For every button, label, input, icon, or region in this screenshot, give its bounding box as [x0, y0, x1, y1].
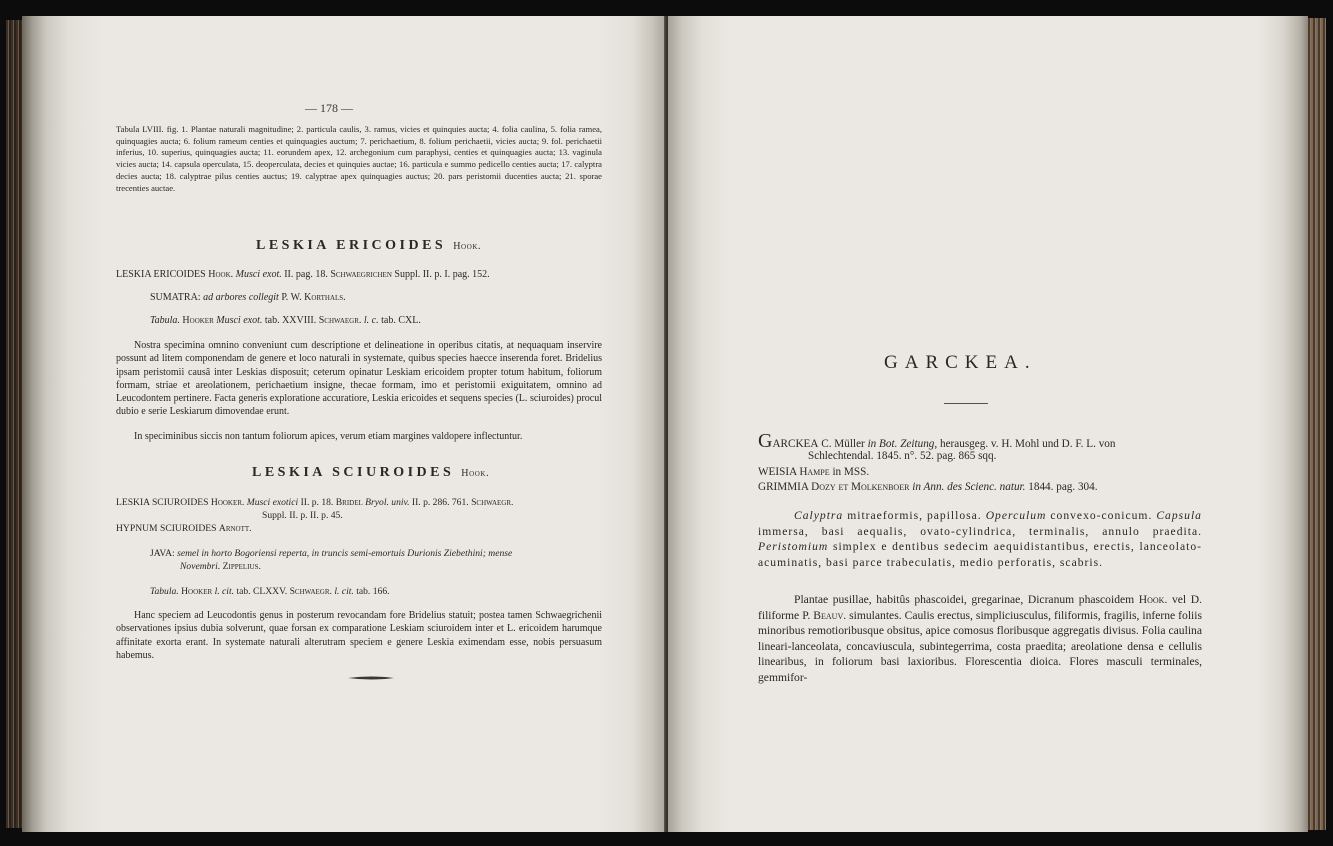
right-page — [668, 16, 1308, 832]
tabula-line: Tabula. Hooker l. cit. tab. CLXXV. Schwaegr. l. cit. tab. 166. — [150, 586, 390, 597]
synonym-line: Schlechtendal. 1845. n°. 52. pag. 865 sqq. — [808, 450, 997, 462]
page-title: GARCKEA. — [884, 352, 1037, 373]
paragraph: Nostra specimina omnino conveniunt cum descriptione et delineatione in operibus citatis, at nequaquam inservire possunt ad litem componendam de genere et loco naturali in systemate, quibus species haecce inserenda foret. Bridelius ipsam peristomii causâ inter Leskias disposuit; ceterum opinatur Leskiam ericoidem propter totum habitum, foliorum formam, striae et areolationem, perichaetium insigne, thecae formam, imo et peristomii exiguitatem, omnino ad Leucodontem pertinere. Facta generis exploratione accuratiore, Leskia ericoides et sequens species (L. sciuroides) procul dubio e serie Leskiarum dimovendae erunt. — [116, 340, 602, 418]
section-heading-leskia-sciuroides: LESKIA SCIUROIDES Hook. — [252, 465, 490, 480]
right-book-edge — [1306, 18, 1326, 830]
page-number: — 178 — — [305, 101, 353, 115]
locality-line: JAVA: semel in horto Bogoriensi reperta, in truncis semi-emortuis Durionis Ziebethini; mense — [150, 548, 513, 559]
figure-caption: Tabula LVIII. fig. 1. Plantae naturali magnitudine; 2. particula caulis, 3. ramus, vicies et quinquies aucta; 4. folia caulina, 5. folia ramea, quinquagies aucta; 6. folium rameum centies et quinquagies auctum; 7. perichaetium, 8. folium perichaetii, vicies aucta; 9. fol. perichaetii inferius, 10. superius, quinquagies aucta; 11. eorundem apex, 12. archegonium cum paraphysi, centies et quinquagies aucta; 13. vaginula vicies aucta; 14. capsula operculata, 15. deoperculata, decies et quinquies auctae; 16. particula e summo pedicello centies aucta; 17. calyptra decies aucta; 18. calyptrae pilus centies auctus; 19. calyptrae apex quinquagies auctus; 20. pars peristomii ducenties aucta; 21. sporae trecenties auctae. — [116, 124, 602, 193]
synonym-line: LESKIA SCIUROIDES Hooker. Musci exotici II. p. 18. Bridel Bryol. univ. II. p. 286. 761. Schwaegr. — [116, 497, 514, 508]
generic-diagnosis: Calyptra mitraeformis, papillosa. Operculum convexo-conicum. Capsula immersa, basi aequalis, ovato-cylindrica, terminalis, annulo praedita. Peristomium simplex e dentibus sedecim aequidistantibus, erectis, lanceolato-acuminatis, basi parce trabeculatis, medio perforatis, scabris. — [758, 509, 1202, 569]
synonym-line: HYPNUM SCIUROIDES Arnott. — [116, 523, 252, 534]
locality-line: Novembri. Zippelius. — [180, 561, 261, 572]
tabula-line: Tabula. Hooker Musci exot. tab. XXVIII. Schwaegr. l. c. tab. CXL. — [150, 315, 421, 326]
synonym-line: WEISIA Hampe in MSS. — [758, 466, 870, 478]
synonym-line: LESKIA ERICOIDES Hook. Musci exot. II. pag. 18. Schwaegrichen Suppl. II. p. I. pag. 152. — [116, 269, 490, 280]
synonym-line: Suppl. II. p. II. p. 45. — [262, 510, 343, 521]
synonym-line: GARCKEA C. Müller in Bot. Zeitung, herausgeg. v. H. Mohl und D. F. L. von — [758, 430, 1116, 452]
ornament-rule — [348, 676, 394, 680]
title-rule — [944, 403, 988, 404]
paragraph: Hanc speciem ad Leucodontis genus in posterum revocandam fore Bridelius statuit; postea tamen Schwaegrichenii observationes ipsius dubia solverunt, quae forsan ex comparatione Leskiam sciuroidem inter et L. ericoidem harumque affinitate exorta erant. In systemate naturali alterutram speciem e genere Leskia eximendam esse, nobis persuasum habemus. — [116, 610, 602, 661]
paragraph: In speciminibus siccis non tantum foliorum apices, verum etiam margines valdopere inflectuntur. — [134, 431, 523, 442]
section-heading-leskia-ericoides: LESKIA ERICOIDES Hook. — [256, 238, 482, 253]
locality-line: SUMATRA: ad arbores collegit P. W. Korthals. — [150, 292, 346, 303]
synonym-line: GRIMMIA Dozy et Molkenboer in Ann. des Scienc. natur. 1844. pag. 304. — [758, 481, 1098, 493]
generic-description: Plantae pusillae, habitûs phascoidei, gregarinae, Dicranum phascoidem Hook. vel D. filiforme P. Beauv. simulantes. Caulis erectus, simpliciusculus, filiformis, fragilis, inferne foliis minoribus remotioribusque obsitus, apice comosus floribusque aggregatis divisus. Folia caulina lineari-lanceolata, concaviuscula, subintegerrima, costa praedita; areolatione densa e cellulis linearibus, in foliorum basi laxioribus. Florescentia dioica. Flores masculi terminales, gemmifor- — [758, 593, 1203, 684]
